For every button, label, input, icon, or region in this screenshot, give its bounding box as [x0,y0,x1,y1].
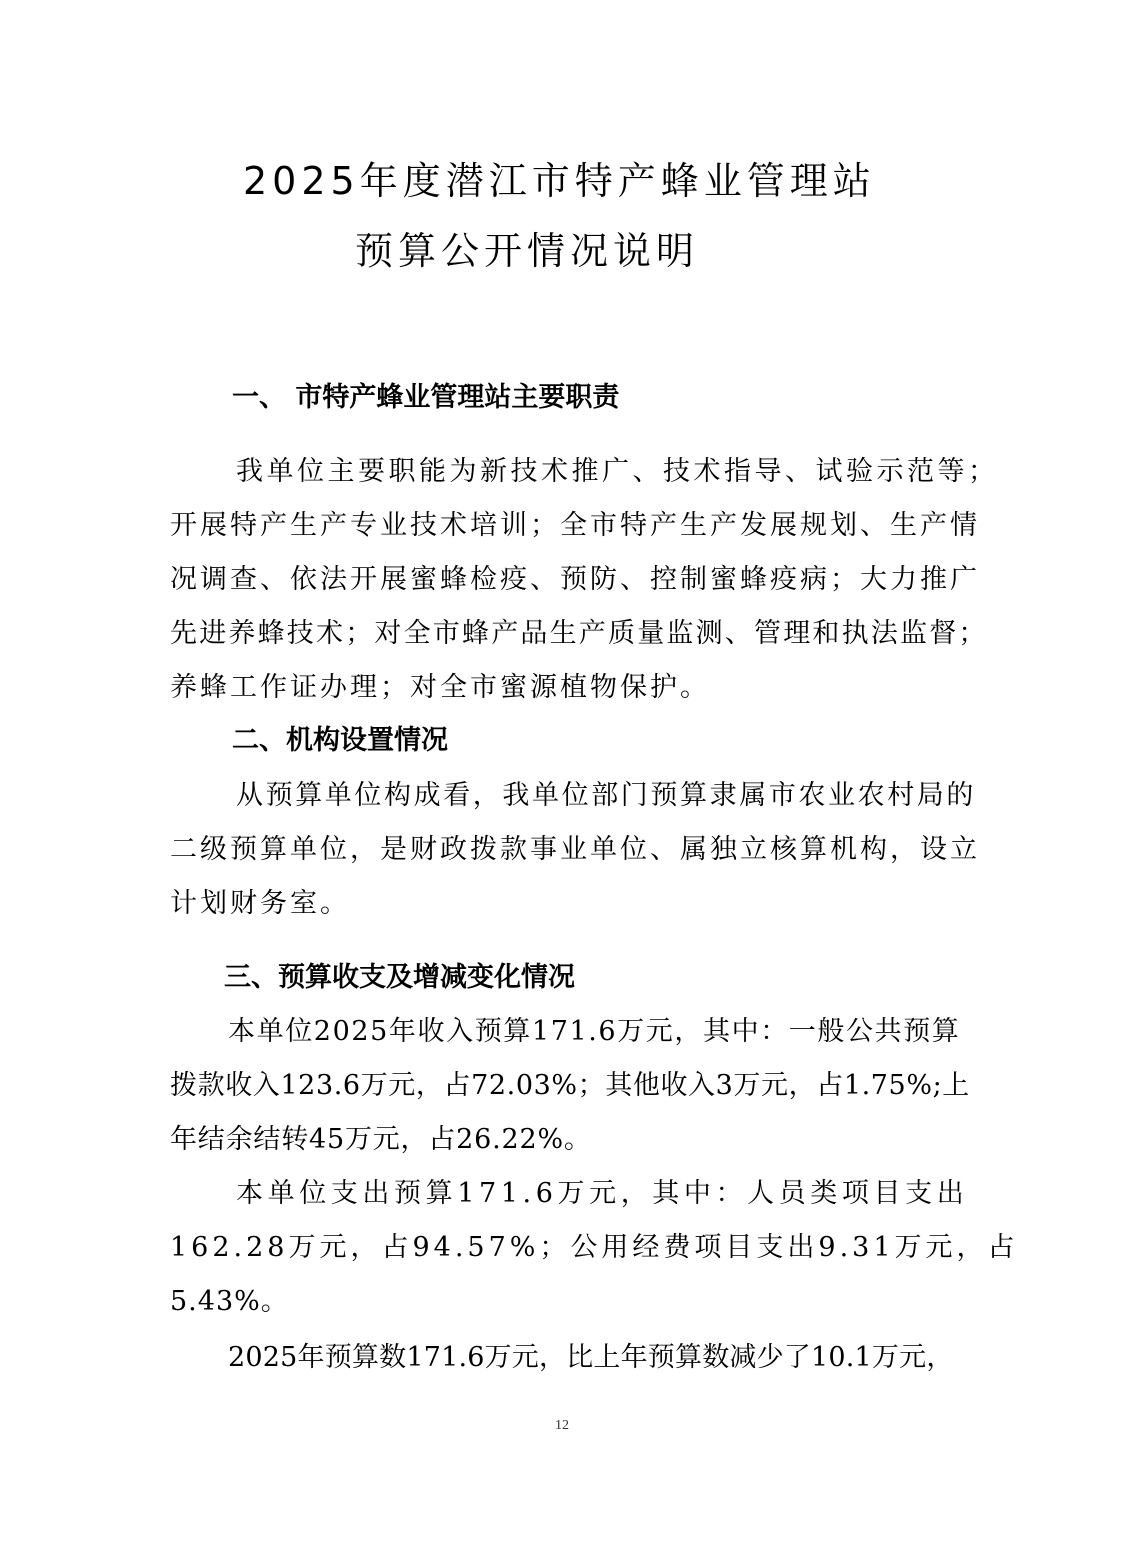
paragraph-line: 本单位支出预算171.6万元，其中：人员类项目支出 [236,1178,969,1209]
section-heading-duties: 一、 市特产蜂业管理站主要职责 [232,382,620,413]
paragraph-line: 拨款收入123.6万元，占72.03%；其他收入3万元，占1.75%;上 [170,1070,970,1101]
paragraph-line: 养蜂工作证办理；对全市蜜源植物保护。 [170,672,710,703]
paragraph-line: 162.28万元，占94.57%；公用经费项目支出9.31万元，占 [170,1232,1019,1263]
document-title-line-2: 预算公开情况说明 [355,229,700,273]
paragraph-line: 二级预算单位，是财政拨款事业单位、属独立核算机构，设立 [170,834,980,865]
paragraph-line: 先进养蜂技术；对全市蜂产品生产质量监测、管理和执法监督； [170,618,988,649]
document-title-line-1: 2025年度潜江市特产蜂业管理站 [243,159,876,203]
section-heading-organization: 二、机构设置情况 [232,725,448,756]
paragraph-line: 计划财务室。 [170,888,350,919]
paragraph-line: 况调查、依法开展蜜蜂检疫、预防、控制蜜蜂疫病；大力推广 [170,564,980,595]
paragraph-line: 我单位主要职能为新技术推广、技术指导、试验示范等； [236,456,999,487]
paragraph-line: 年结余结转45万元，占26.22%。 [170,1124,592,1155]
paragraph-line: 5.43%。 [170,1286,289,1317]
paragraph-line: 从预算单位构成看，我单位部门预算隶属市农业农村局的 [236,780,976,811]
section-heading-budget: 三、预算收支及增减变化情况 [224,962,575,993]
page-number: 12 [555,1418,569,1433]
paragraph-line: 开展特产生产专业技术培训；全市特产生产发展规划、生产情 [170,510,980,541]
paragraph-line: 本单位2025年收入预算171.6万元，其中：一般公共预算 [228,1016,961,1047]
paragraph-line: 2025年预算数171.6万元，比上年预算数减少了10.1万元， [228,1342,954,1373]
